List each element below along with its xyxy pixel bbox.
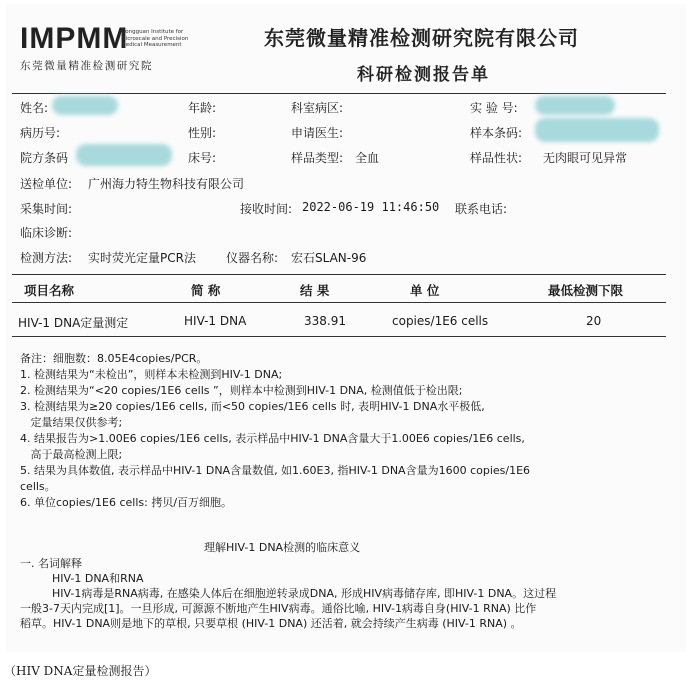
col-header-limit: 最低检测下限 [548,283,624,298]
sampletype-label: 样品类型: [291,151,344,165]
bed-label: 床号: [188,151,217,165]
table-row-abbr: HIV-1 DNA [184,314,247,328]
header-divider [12,93,666,94]
table-header-rule [12,302,666,303]
sender-value: 广州海力特生物科技有限公司 [88,177,245,191]
report-org-title: 东莞微量精准检测研究院有限公司 [264,26,579,50]
note-line: 5. 结果为具体数值, 表示样品中HIV-1 DNA含量数值, 如1.60E3, 指HIV-1 DNA含量为1600 copies/1E6 [20,464,531,477]
trait-value: 无肉眼可见异常 [543,151,628,165]
sampletype-value: 全血 [355,151,380,165]
table-row-limit: 20 [586,314,602,328]
age-label: 年龄: [188,101,217,115]
table-top-rule [12,274,666,275]
note-line: 定量结果仅供参考; [20,416,123,429]
col-header-result: 结 果 [300,283,330,298]
meaning-subtitle: HIV-1 DNA和RNA [52,572,144,585]
note-line: 备注：细胞数：8.05E4copies/PCR。 [20,352,208,365]
note-line: 高于最高检测上限; [20,448,123,461]
name-label: 姓名: [20,101,49,115]
receive-label: 接收时间: [240,202,293,216]
diagnosis-label: 临床诊断: [20,226,73,240]
table-row-result: 338.91 [304,314,346,328]
instrument-value: 宏石SLAN-96 [291,251,367,265]
redacted-hospcode [76,144,172,166]
record-label: 病历号: [20,126,61,140]
redacted-barcode [535,118,659,142]
sender-label: 送检单位: [20,177,73,191]
method-value: 实时荧光定量PCR法 [88,251,196,265]
redacted-labno [535,96,615,115]
report-title: 科研检测报告单 [357,65,490,85]
logo-en-line: Dongguan Institute for [121,29,184,35]
logo-en-line: Microscale and Precision [121,35,189,42]
labno-label: 实 验 号: [470,101,518,115]
instrument-label: 仪器名称: [226,251,279,265]
table-row-unit: copies/1E6 cells [392,314,489,328]
note-line: 4. 结果报告为>1.00E6 copies/1E6 cells, 表示样品中HIV-1 DNA含量大于1.00E6 copies/1E6 cells, [20,432,525,445]
note-line: 2. 检测结果为“<20 copies/1E6 cells ”，则样本中检测到HIV-1 DNA, 检测值低于检出限; [20,384,463,397]
note-line: 3. 检测结果为≥20 copies/1E6 cells, 而<50 copies/1E6 cells 时, 表明HIV-1 DNA水平极低, [20,400,485,413]
col-header-unit: 单 位 [410,283,440,298]
table-bottom-rule [12,336,666,337]
table-row-item: HIV-1 DNA定量测定 [18,316,129,330]
note-line: 1. 检测结果为“未检出”，则样本未检测到HIV-1 DNA; [20,368,283,381]
phone-label: 联系电话: [455,202,508,216]
col-header-abbr: 简 称 [191,283,221,298]
meaning-section: 一. 名词解释 [20,557,82,570]
image-caption: （HIV DNA定量检测报告） [4,664,157,678]
trait-label: 样品性状: [470,151,523,165]
logo-english [121,29,188,49]
meaning-title: 理解HIV-1 DNA检测的临床意义 [204,541,361,554]
note-line: cells。 [20,480,56,493]
receive-value: 2022-06-19 11:46:50 [302,200,440,214]
redacted-name [52,96,118,115]
meaning-line: 稻草。HIV-1 DNA则是地下的草根, 只要草根 (HIV-1 DNA) 还活着, 就会持续产生病毒 (HIV-1 RNA) 。 [20,617,522,630]
barcode-label: 样本条码: [470,126,523,140]
collect-label: 采集时间: [20,202,73,216]
meaning-line: HIV-1病毒是RNA病毒, 在感染人体后在细胞逆转录成DNA, 形成HIV病毒储存库, 即HIV-1 DNA。这过程 [52,587,557,600]
method-label: 检测方法: [20,251,73,265]
logo-en-line: Medical Measurement [121,42,182,48]
hospcode-label: 院方条码 [20,151,69,165]
logo-text: IMPMM [20,22,129,55]
logo-chinese: 东莞微量精准检测研究院 [20,60,154,72]
col-header-item: 项目名称 [24,283,75,298]
sex-label: 性别: [188,126,217,140]
note-line: 6. 单位copies/1E6 cells: 拷贝/百万细胞。 [20,496,233,509]
doctor-label: 申请医生: [291,126,344,140]
meaning-line: 一般3-7天内完成[1]。一旦形成, 可源源不断地产生HIV病毒。通俗比喻, HIV-1病毒自身(HIV-1 RNA) 比作 [20,602,537,615]
dept-label: 科室病区: [291,101,344,115]
